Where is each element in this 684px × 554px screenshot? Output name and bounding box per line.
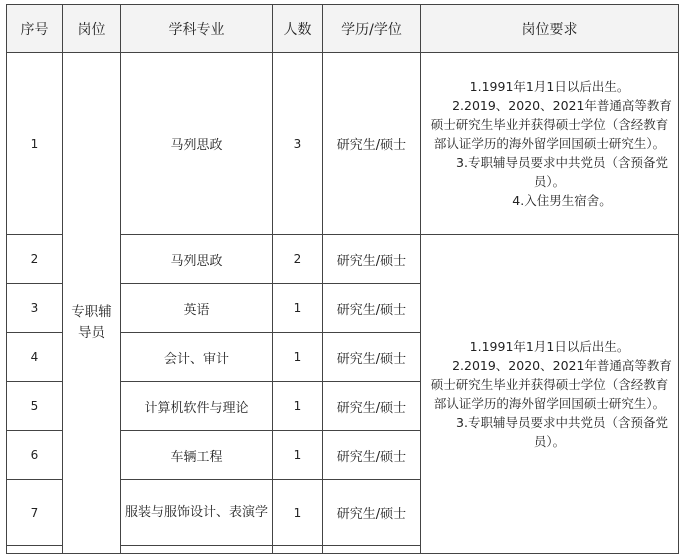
row-no: 6	[7, 431, 63, 480]
row-degree: 研究生/硕士	[323, 431, 421, 480]
row-major: 服装与服饰设计、表演学	[121, 480, 273, 546]
row-degree: 研究生/硕士	[323, 235, 421, 284]
row-degree: 研究生/硕士	[323, 333, 421, 382]
header-degree: 学历/学位	[323, 5, 421, 53]
row-count: 2	[273, 235, 323, 284]
row-count: 1	[273, 431, 323, 480]
requirement-item: 1.1991年1月1日以后出生。	[469, 339, 630, 354]
row-count: 3	[273, 53, 323, 235]
row-no: 4	[7, 333, 63, 382]
table-row	[7, 53, 679, 235]
requirement-item: 2.2019、2020、2021年普通高等教育硕士研究生毕业并获得硕士学位（含经教育部认证学历的海外留学回国硕士研究生）。	[430, 98, 672, 151]
requirements-cell	[421, 53, 679, 235]
post-cell	[63, 53, 121, 554]
recruitment-table	[6, 4, 679, 554]
requirement-item: 3.专职辅导员要求中共党员（含预备党员）。	[456, 415, 668, 449]
row-major: 马列思政	[121, 53, 273, 235]
row-degree: 研究生/硕士	[323, 480, 421, 546]
requirement-item: 1.1991年1月1日以后出生。	[469, 79, 630, 94]
row-degree: 研究生/硕士	[323, 53, 421, 235]
row-major: 会计、审计	[121, 333, 273, 382]
row-degree: 研究生/硕士	[323, 284, 421, 333]
row-count: 1	[273, 284, 323, 333]
row-no: 3	[7, 284, 63, 333]
row-no: 2	[7, 235, 63, 284]
header-no: 序号	[7, 5, 63, 53]
empty-cell	[7, 546, 63, 554]
header-requirements: 岗位要求	[421, 5, 679, 53]
table-header-row	[7, 5, 679, 53]
row-no: 7	[7, 480, 63, 546]
requirement-item: 3.专职辅导员要求中共党员（含预备党员）。	[456, 155, 668, 189]
row-no: 5	[7, 382, 63, 431]
requirement-item: 4.入住男生宿舍。	[512, 193, 612, 208]
empty-cell	[273, 546, 323, 554]
row-count: 1	[273, 382, 323, 431]
empty-cell	[121, 546, 273, 554]
requirements-cell	[421, 235, 679, 554]
header-major: 学科专业	[121, 5, 273, 53]
row-no: 1	[7, 53, 63, 235]
row-major: 英语	[121, 284, 273, 333]
requirement-item: 2.2019、2020、2021年普通高等教育硕士研究生毕业并获得硕士学位（含经教育部认证学历的海外留学回国硕士研究生）。	[430, 358, 672, 411]
header-post: 岗位	[63, 5, 121, 53]
row-major: 车辆工程	[121, 431, 273, 480]
row-degree: 研究生/硕士	[323, 382, 421, 431]
row-count: 1	[273, 480, 323, 546]
row-count: 1	[273, 333, 323, 382]
empty-cell	[323, 546, 421, 554]
post-label: 专职辅导员	[71, 304, 112, 341]
row-major: 马列思政	[121, 235, 273, 284]
header-count: 人数	[273, 5, 323, 53]
row-major: 计算机软件与理论	[121, 382, 273, 431]
